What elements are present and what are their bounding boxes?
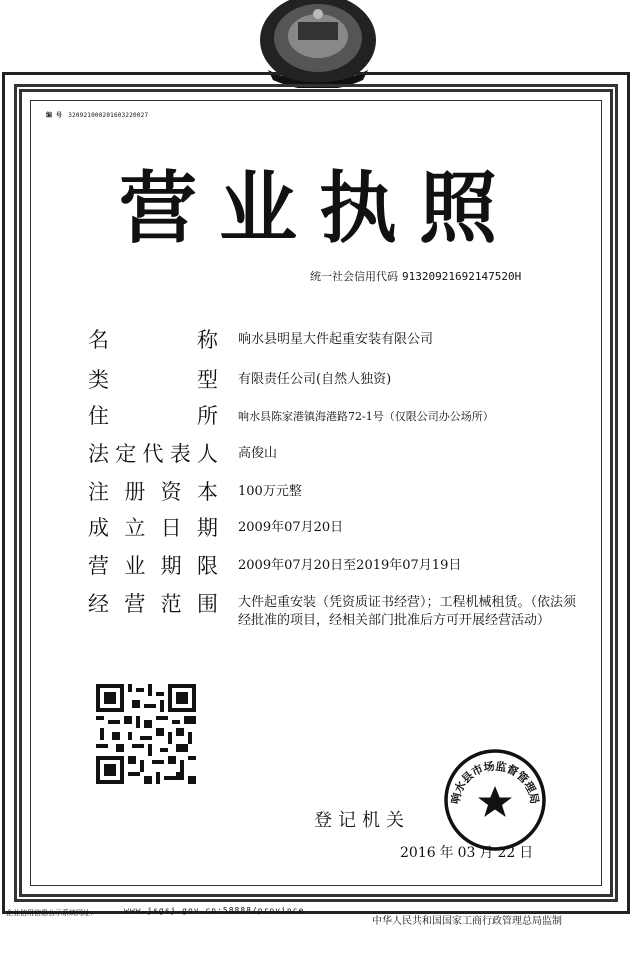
date-day-unit: 日 <box>519 845 534 861</box>
field-value: 响水县陈家港镇海港路72-1号（仅限公司办公场所） <box>238 410 494 423</box>
field-value: 高俊山 <box>238 446 278 461</box>
label-char: 类 <box>88 368 109 392</box>
label-char: 业 <box>124 554 146 578</box>
serial-number <box>46 110 148 119</box>
field-label <box>88 370 218 391</box>
label-char: 期 <box>196 516 218 540</box>
label-char: 定 <box>115 442 137 466</box>
label-char: 住 <box>88 404 109 428</box>
seal-text: 响水县市场监督管理局 <box>448 759 542 806</box>
label-char: 范 <box>160 592 182 616</box>
label-char: 法 <box>88 442 109 466</box>
label-char: 日 <box>160 516 182 540</box>
date-year-unit: 年 <box>439 845 454 861</box>
date-month: 03 <box>457 845 476 861</box>
label-char: 注 <box>88 480 109 504</box>
label-char: 代 <box>142 442 164 466</box>
field-value: 100万元整 <box>238 484 302 499</box>
label-char: 所 <box>197 404 218 428</box>
footer-issuer: 中华人民共和国国家工商行政管理总局监制 <box>372 916 562 927</box>
field-value: 2009年07月20日至2019年07月19日 <box>238 558 462 573</box>
field-value: 有限责任公司(自然人独资) <box>238 372 392 387</box>
field-value: 2009年07月20日 <box>238 520 344 535</box>
credit-code-label: 统一社会信用代码 <box>310 270 398 283</box>
qr-code-icon <box>96 684 196 784</box>
official-seal <box>443 748 547 852</box>
credit-code <box>310 268 521 284</box>
date-day: 22 <box>497 845 516 861</box>
label-char: 营 <box>88 554 109 578</box>
field-label <box>88 556 218 577</box>
label-char: 经 <box>88 592 109 616</box>
field-value: 响水县明星大件起重安装有限公司 <box>238 332 434 347</box>
label-char: 营 <box>124 592 146 616</box>
page-title: 营业执照 <box>118 163 519 254</box>
serial-label: 编 号 <box>46 112 63 119</box>
label-char: 本 <box>196 480 218 504</box>
footer-site-label: 企业信用信息公示系统网址： <box>6 909 97 917</box>
registration-authority: 登记机关 <box>314 810 410 831</box>
footer-url: www.jsgsj.gov.cn:58888/province <box>124 906 305 915</box>
label-char: 称 <box>197 328 218 352</box>
label-char: 成 <box>88 516 109 540</box>
field-value: 大件起重安装（凭资质证书经营）；工程机械租赁。（依法须经批准的项目，经相关部门批准后方可开展经营活动） <box>238 595 577 628</box>
field-label <box>88 594 218 615</box>
label-char: 限 <box>196 554 218 578</box>
label-char: 表 <box>169 442 191 466</box>
label-char: 围 <box>196 592 218 616</box>
field-label <box>88 518 218 539</box>
date-month-unit: 月 <box>479 845 494 861</box>
label-char: 册 <box>124 480 146 504</box>
credit-code-value: 91320921692147520H <box>402 270 522 283</box>
label-char: 人 <box>197 442 218 466</box>
field-label <box>88 406 218 427</box>
label-char: 期 <box>160 554 182 578</box>
label-char: 资 <box>160 480 182 504</box>
label-char: 名 <box>88 328 109 352</box>
field-label <box>88 482 218 503</box>
date-year: 2016 <box>400 845 436 861</box>
field-label <box>88 330 218 351</box>
serial-value: 320921000201603220027 <box>68 112 149 119</box>
label-char: 型 <box>197 368 218 392</box>
star-icon <box>478 786 512 817</box>
label-char: 立 <box>124 516 146 540</box>
field-label <box>88 444 218 465</box>
